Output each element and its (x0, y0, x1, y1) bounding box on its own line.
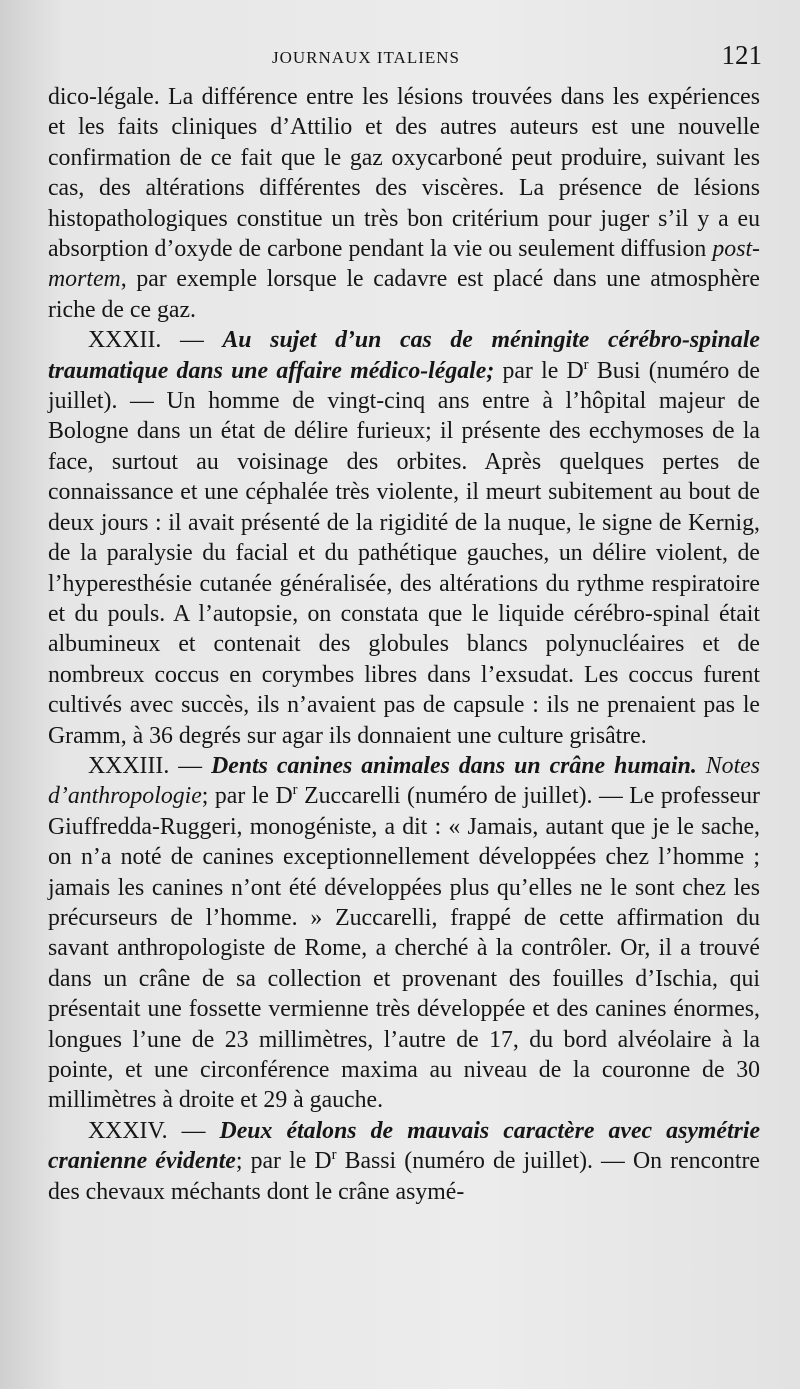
article-text (48, 82, 760, 1207)
section-number: XXXII. — (88, 327, 204, 354)
paragraph-text-continued: , par exemple lorsque le cadavre est placé dans une atmosphère riche de ce gaz. (48, 266, 760, 323)
section-xxxiv (48, 1116, 760, 1207)
section-title: Deux étalons de mauvais caractère avec asymétrie cranienne évidente (48, 1117, 761, 1175)
emphasized-term: post-mortem (48, 236, 760, 293)
author-title-superscript: r (331, 1147, 337, 1164)
section-xxxiii (48, 751, 760, 1116)
section-body: Bassi (numéro de juillet). — On rencontre des chevaux méchants dont le crâne asymé- (48, 1148, 760, 1205)
section-title: Dents canines animales dans un crâne humain. (211, 752, 697, 779)
author-prefix: ; par le D (201, 783, 293, 810)
section-number: XXXIV. — (88, 1117, 206, 1144)
running-head: JOURNAUX ITALIENS (272, 48, 460, 67)
section-xxxii (48, 325, 760, 751)
page-header (48, 40, 762, 76)
author-title-superscript: r (583, 356, 589, 373)
author-title-superscript: r (292, 782, 298, 799)
section-title: Au sujet d’un cas de méningite cérébro-spinale traumatique dans une affaire médico-légale; (48, 327, 760, 384)
page-number: 121 (721, 40, 762, 70)
section-body: Zuccarelli (numéro de juillet). — Le professeur Giuffredda-Ruggeri, monogéniste, a dit : « Jamais, autant que je le sache, on n’a noté de canines exceptionnellement développées chez l’homme ; jamais les canines n’ont été développées plus qu’elles ne le sont chez les précurseurs de l’homme. » Zuccarelli, frappé de cette affirmation du savant anthropologiste de Rome, a cherché à la contrôler. Or, il a trouvé dans un crâne de sa collection et provenant des fouilles d’Ischia, qui présentait une fossette vermienne très développée et des canines énormes, longues l’une de 23 millimètres, l’autre de 17, du bord alvéolaire à la pointe, et une circonférence maxima au niveau de la couronne de 30 millimètres à droite et 29 à gauche. (48, 783, 760, 1114)
section-body: Busi (numéro de juillet). — Un homme de vingt-cinq ans entre à l’hôpital majeur de Bologne dans un état de délire furieux; il présente des ecchymoses de la face, surtout au voisinage des orbites. Après quelques pertes de connaissance et une céphalée très violente, il meurt subitement au bout de deux jours : il avait présenté de la rigidité de la nuque, le signe de Kernig, de la paralysie du facial et du pathétique gauches, un délire violent, de l’hyperesthésie cutanée généralisée, des altérations du rythme respiratoire et du pouls. A l’autopsie, on constata que le liquide cérébro-spinal était albumineux et contenait des globules blancs polynucléaires et de nombreux coccus en corymbes libres dans l’exsudat. Les coccus furent cultivés avec succès, ils n’avaient pas de capsule : ils ne prenaient pas le Gramm, à 36 degrés sur agar ils donnaient une culture grisâtre. (48, 357, 760, 749)
author-prefix: par le D (494, 357, 584, 384)
paragraph-carbon-monoxide (48, 82, 760, 325)
paragraph-text: dico-légale. La différence entre les lésions trouvées dans les expériences et les faits cliniques d’Attilio et des autres auteurs est une nouvelle confirmation de ce fait que le gaz oxycarboné peut produire, suivant les cas, des altérations différentes des viscères. La présence de lésions histopathologiques constitue un très bon critérium pour juger s’il y a eu absorption d’oxyde de carbone pendant la vie ou seulement diffusion (48, 84, 760, 263)
section-subtitle: Notes d’anthropologie (48, 752, 761, 810)
section-number: XXXIII. — (88, 752, 203, 779)
author-prefix: ; par le D (235, 1148, 332, 1175)
